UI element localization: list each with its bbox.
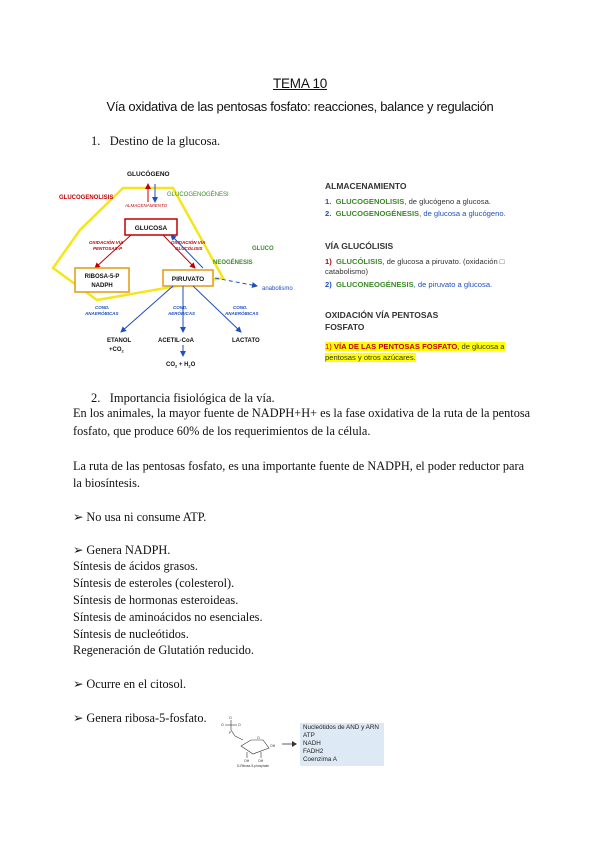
oxid-via-left-1: OXIDACIÓN VÍA [89, 240, 124, 245]
list-item: Síntesis de nucleótidos. [73, 627, 189, 641]
legend-item-glucogenogenesis: 2. GLUCOGENOGÉNESIS, de glucosa a glucógeno. [325, 209, 506, 218]
section-1-heading [91, 134, 220, 149]
glucogeno-label: GLUCÓGENO [127, 171, 170, 178]
anabolismo-label: anabolismo [262, 286, 293, 292]
lactato-label: LACTATO [232, 338, 260, 344]
arrow-to-etanol [121, 286, 173, 332]
legend-heading-glucolisis: VÍA GLUCÓLISIS [325, 241, 394, 251]
svg-text:O: O [221, 723, 224, 727]
almacenamiento-small: ALMACENAMIENTO [125, 203, 168, 208]
glucosa-label: GLUCOSA [134, 225, 168, 232]
legend-item-gluconeogenesis: 2) GLUCONEOGÉNESIS, de piruvato a glucosa. [325, 280, 493, 289]
page-subtitle: Vía oxidativa de las pentosas fosfato: reacciones, balance y regulación [106, 99, 494, 114]
oxid-via-right-2: GLUCÓLISIS [175, 246, 203, 251]
co2-h2o-label: $CO_2 + H_2O$ [166, 362, 196, 369]
legend-item-glucolisis: 1) GLUCÓLISIS, de glucosa a piruvato. (oxidación □ catabolismo) [325, 257, 505, 276]
ribose-5-phosphate-structure [207, 716, 291, 768]
svg-text:P: P [229, 731, 232, 735]
paragraph-2-line-2: la biosíntesis. [73, 476, 140, 490]
cond-anaer-left-2: ANAERÓBICAS [85, 311, 119, 316]
ribose-use-item: FADH2 [303, 748, 324, 755]
diagram-legend [325, 181, 595, 363]
legend-heading-pentosas: OXIDACIÓN VÍA PENTOSAS FOSFATO [325, 310, 439, 332]
acetil-label: ACETIL-CoA [158, 338, 194, 344]
list-item: Regeneración de Glutatión reducido. [73, 643, 254, 657]
cond-anaer-right-2: ANAERÓBICAS [225, 311, 259, 316]
list-item: Síntesis de esteroles (colesterol). [73, 576, 235, 590]
ribosa-label: RIBOSA-5-P [84, 274, 120, 280]
bullet-genera-nadph: ➢ Genera NADPH. [73, 543, 171, 557]
legend-item-glucogenolisis: 1. GLUCOGENOLISIS, de glucógeno a glucosa. [325, 197, 491, 206]
nadph-label: NADPH [91, 283, 113, 289]
svg-text:OH: OH [244, 759, 250, 763]
paragraph-1-line-1: En los animales, la mayor fuente de NADPH+H+ es la fase oxidativa de la ruta de la pentosa [73, 406, 531, 420]
ribose-use-item: Nucleótidos de AND y ARN [303, 724, 379, 731]
cond-aer-2: AERÓBICAS [168, 311, 196, 316]
ribose-use-item: NADH [303, 740, 321, 747]
cond-aer-1: COND. [173, 305, 188, 310]
section-2-heading [91, 391, 275, 406]
section-2-number: 2. [91, 391, 101, 405]
svg-text:OH: OH [270, 744, 276, 748]
legend-item-pentosas: 1) VÍA DE LAS PENTOSAS FOSFATO, de glucosa a pentosas y otros azúcares. [325, 342, 505, 362]
section-1-label: Destino de la glucosa. [109, 134, 221, 148]
glucose-fate-diagram [45, 160, 315, 378]
bullet-ribosa: ➢ Genera ribosa-5-fosfato. [73, 711, 207, 725]
neogenesis-label: NEOGÉNESIS [213, 260, 253, 266]
svg-text:O: O [229, 716, 232, 720]
page-title: TEMA 10 [272, 76, 328, 91]
arrow-to-uses [282, 740, 298, 748]
ribose-use-item: ATP [303, 732, 315, 739]
bullet-no-atp: ➢ No usa ni consume ATP. [73, 510, 207, 524]
glucogenolisis-label: GLUCOGENOLISIS [59, 195, 114, 201]
piruvato-label: PIRUVATO [171, 276, 205, 283]
list-item: Síntesis de hormonas esteroideas. [73, 593, 239, 607]
cond-anaer-left-1: COND. [95, 305, 110, 310]
legend-heading-almacenamiento: ALMACENAMIENTO [325, 181, 407, 191]
svg-text:O: O [257, 736, 260, 740]
etanol-label: ETANOL [107, 338, 132, 344]
list-item: Síntesis de ácidos grasos. [73, 559, 199, 573]
list-item: Síntesis de aminoácidos no esenciales. [73, 610, 263, 624]
paragraph-1-line-2: fosfato, que produce 60% de los requerimientos de la célula. [73, 424, 371, 438]
bullet-citosol: ➢ Ocurre en el citosol. [73, 677, 187, 691]
ribose-caption: D-Ribose-5-phosphate [237, 764, 270, 768]
cond-anaer-right-1: COND. [233, 305, 248, 310]
section-1-number: 1. [91, 134, 101, 148]
svg-text:O: O [238, 723, 241, 727]
glucogenogenesi-label: GLUCOGENOGÉNESI [167, 192, 229, 198]
ribose-use-item: Coenzima A [303, 756, 337, 763]
svg-text:OH: OH [258, 759, 264, 763]
paragraph-2-line-1: La ruta de las pentosas fosfato, es una importante fuente de NADPH, el poder reductor para [73, 459, 525, 473]
ribose-uses-box [300, 723, 384, 766]
oxid-via-right-1: OXIDACIÓN VÍA [171, 240, 206, 245]
oxid-via-left-2: PENTOSAS-P [93, 246, 123, 251]
section-2-label: Importancia fisiológica de la vía. [109, 391, 275, 405]
etanol-co2-label: $+CO_2$ [109, 347, 124, 354]
gluco-label: GLUCO [252, 246, 274, 252]
